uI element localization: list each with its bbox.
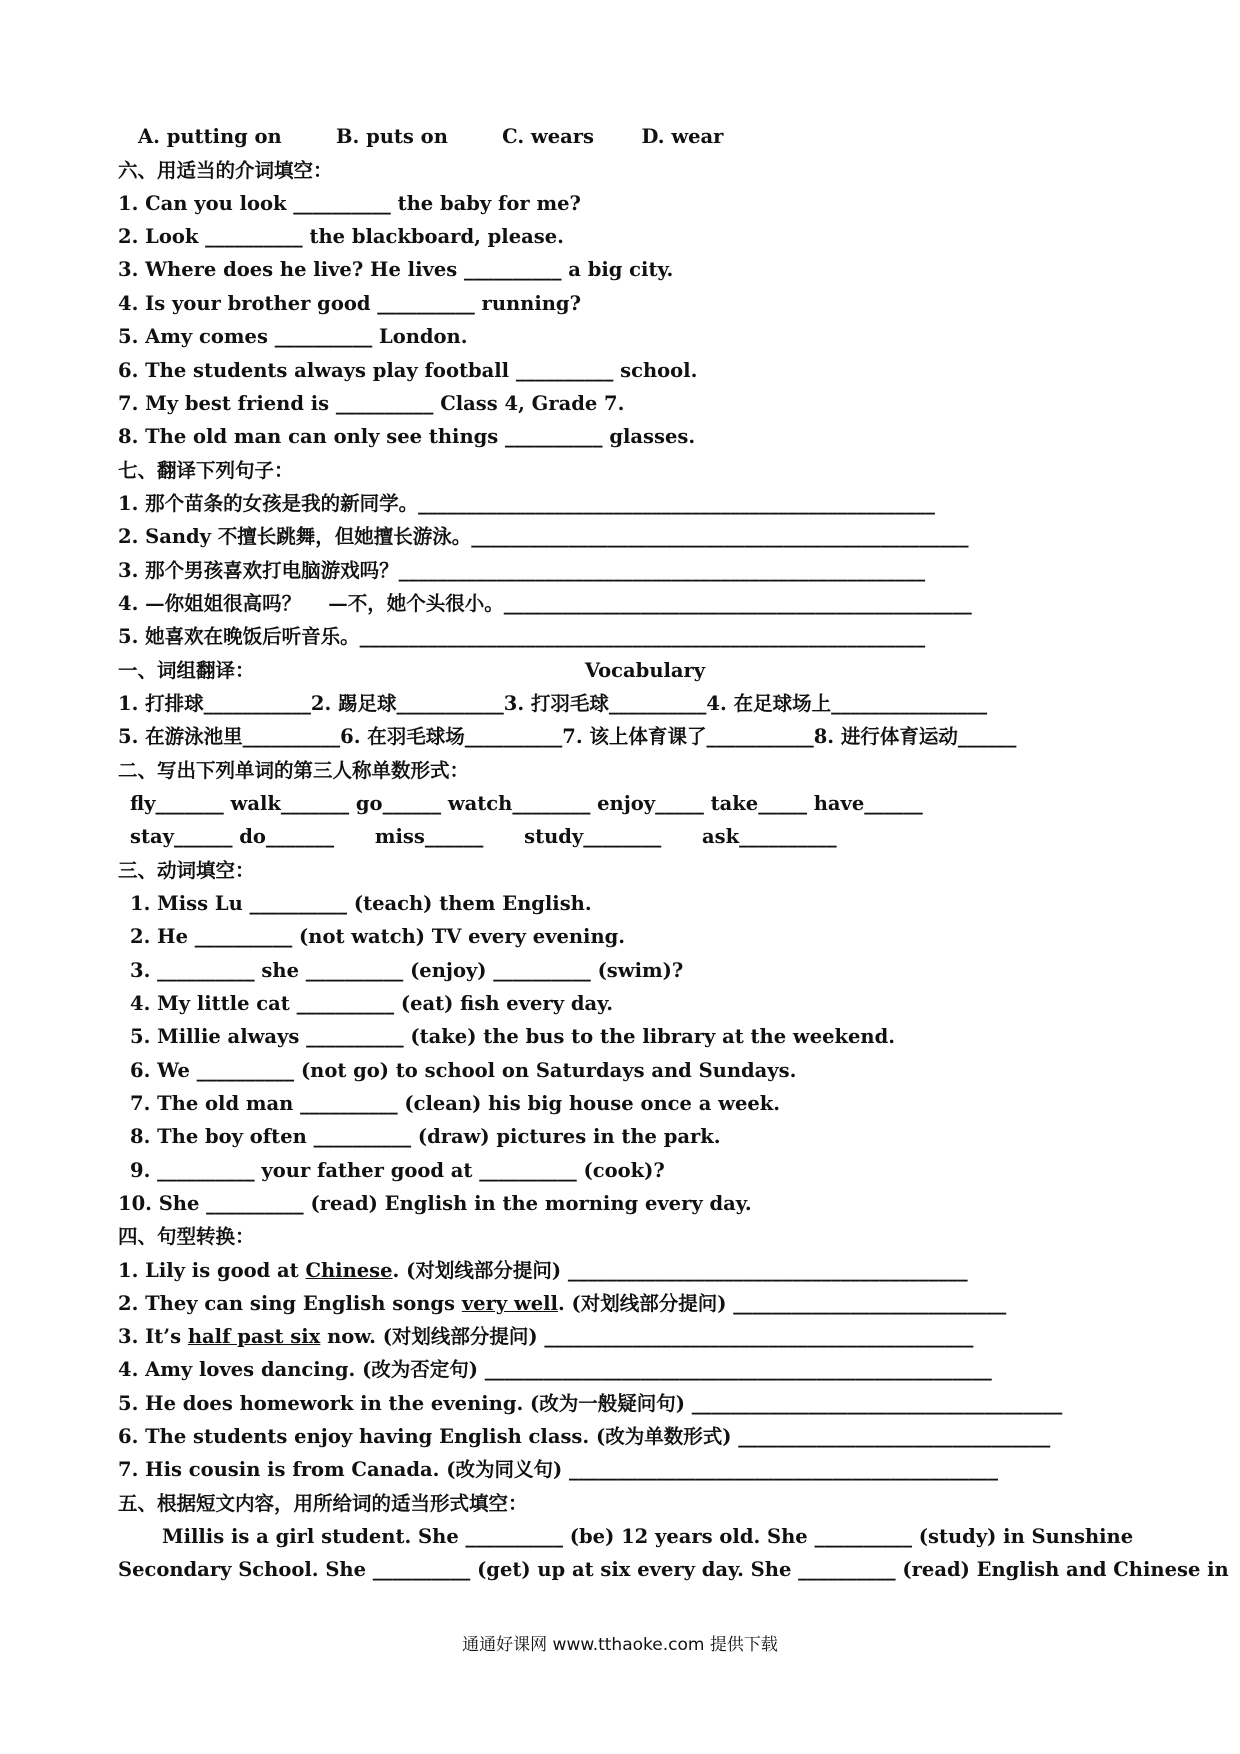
text-line: 六、用适当的介词填空： [118,159,333,182]
text-line: fly_______ walk_______ go______ watch________ enjoy_____ take_____ have______ [130,792,923,815]
text-line: 4. My little cat __________ (eat) fish every day. [130,992,613,1015]
item-text: 3. It’s [118,1325,188,1348]
text-line: 8. The boy often __________ (draw) pictures in the park. [130,1125,721,1148]
text-line: Secondary School. She __________ (get) up at six every day. She __________ (read) English and Chinese in [118,1558,1229,1581]
text-line: 3. 那个男孩喜欢打电脑游戏吗？______________________________________________________ [118,559,926,582]
text-line: 五、根据短文内容，用所给词的适当形式填空： [118,1492,528,1515]
text-line: 7. His cousin is from Canada. (改为同义句) ____________________________________________ [118,1458,998,1481]
text-line: 5. Millie always __________ (take) the bus to the library at the weekend. [130,1025,896,1048]
text-line: 2. He __________ (not watch) TV every evening. [130,925,626,948]
text-line: 8. The old man can only see things __________ glasses. [118,425,696,448]
text-line: Millis is a girl student. She __________ (be) 12 years old. She __________ (study) in Sunshine [162,1525,1134,1548]
vocabulary-heading: Vocabulary [584,659,706,682]
transform-item-3 [118,1322,973,1352]
text-line: 5. 她喜欢在晚饭后听音乐。__________________________________________________________ [118,625,926,648]
text-line: 4. —你姐姐很高吗？ —不，她个头很小。________________________________________________ [118,592,972,615]
text-line: A. putting on B. puts on C. wears D. wear [138,125,724,148]
text-line: 9. __________ your father good at __________ (cook)? [130,1159,665,1182]
underlined-phrase: Chinese [305,1259,393,1282]
item-text: now. (对划线部分提问) ____________________________________________ [320,1325,974,1348]
text-line: 10. She __________ (read) English in the morning every day. [118,1192,752,1215]
item-text: 1. Lily is good at [118,1259,306,1282]
item-text: . (对划线部分提问) _________________________________________ [392,1259,968,1282]
text-line: 4. Amy loves dancing. (改为否定句) ____________________________________________________ [118,1358,992,1381]
underlined-phrase: half past six [187,1325,321,1348]
transform-item-2 [118,1289,1006,1319]
underlined-phrase: very well [461,1292,558,1315]
item-text: . (对划线部分提问) ____________________________ [557,1292,1007,1315]
text-line: 1. Miss Lu __________ (teach) them English. [130,892,592,915]
text-line: 一、词组翻译： [118,659,255,682]
text-line: 三、动词填空： [118,859,255,882]
text-line: 4. Is your brother good __________ running? [118,292,581,315]
text-line: 3. Where does he live? He lives __________ a big city. [118,258,674,281]
text-line: 1. 那个苗条的女孩是我的新同学。_____________________________________________________ [118,492,935,515]
page-footer: 通通好课网 www.tthaoke.com 提供下载 [462,1635,778,1655]
text-line: 5. Amy comes __________ London. [118,325,468,348]
text-line: 2. Sandy 不擅长跳舞，但她擅长游泳。___________________________________________________ [118,525,969,548]
text-line: 二、写出下列单词的第三人称单数形式： [118,759,470,782]
text-line: 7. The old man __________ (clean) his big house once a week. [130,1092,781,1115]
transform-item-1 [118,1256,968,1286]
text-line: stay______ do_______ miss______ study________ ask__________ [130,825,837,848]
text-line: 1. 打排球___________2. 踢足球___________3. 打羽毛球__________4. 在足球场上________________ [118,692,988,715]
text-line: 3. __________ she __________ (enjoy) __________ (swim)? [130,959,684,982]
text-line: 5. 在游泳池里__________6. 在羽毛球场__________7. 该上体育课了___________8. 进行体育运动______ [118,725,1017,748]
text-line: 6. We __________ (not go) to school on Saturdays and Sundays. [130,1059,797,1082]
text-line: 四、句型转换： [118,1225,255,1248]
text-line: 5. He does homework in the evening. (改为一般疑问句) ______________________________________ [118,1392,1063,1415]
text-line: 七、翻译下列句子： [118,459,294,482]
text-line: 2. Look __________ the blackboard, please. [118,225,564,248]
text-line: 6. The students always play football __________ school. [118,359,698,382]
text-line: 7. My best friend is __________ Class 4, Grade 7. [118,392,625,415]
text-line: 6. The students enjoy having English class. (改为单数形式) ________________________________ [118,1425,1051,1448]
text-line: 1. Can you look __________ the baby for me? [118,192,581,215]
item-text: 2. They can sing English songs [118,1292,462,1315]
